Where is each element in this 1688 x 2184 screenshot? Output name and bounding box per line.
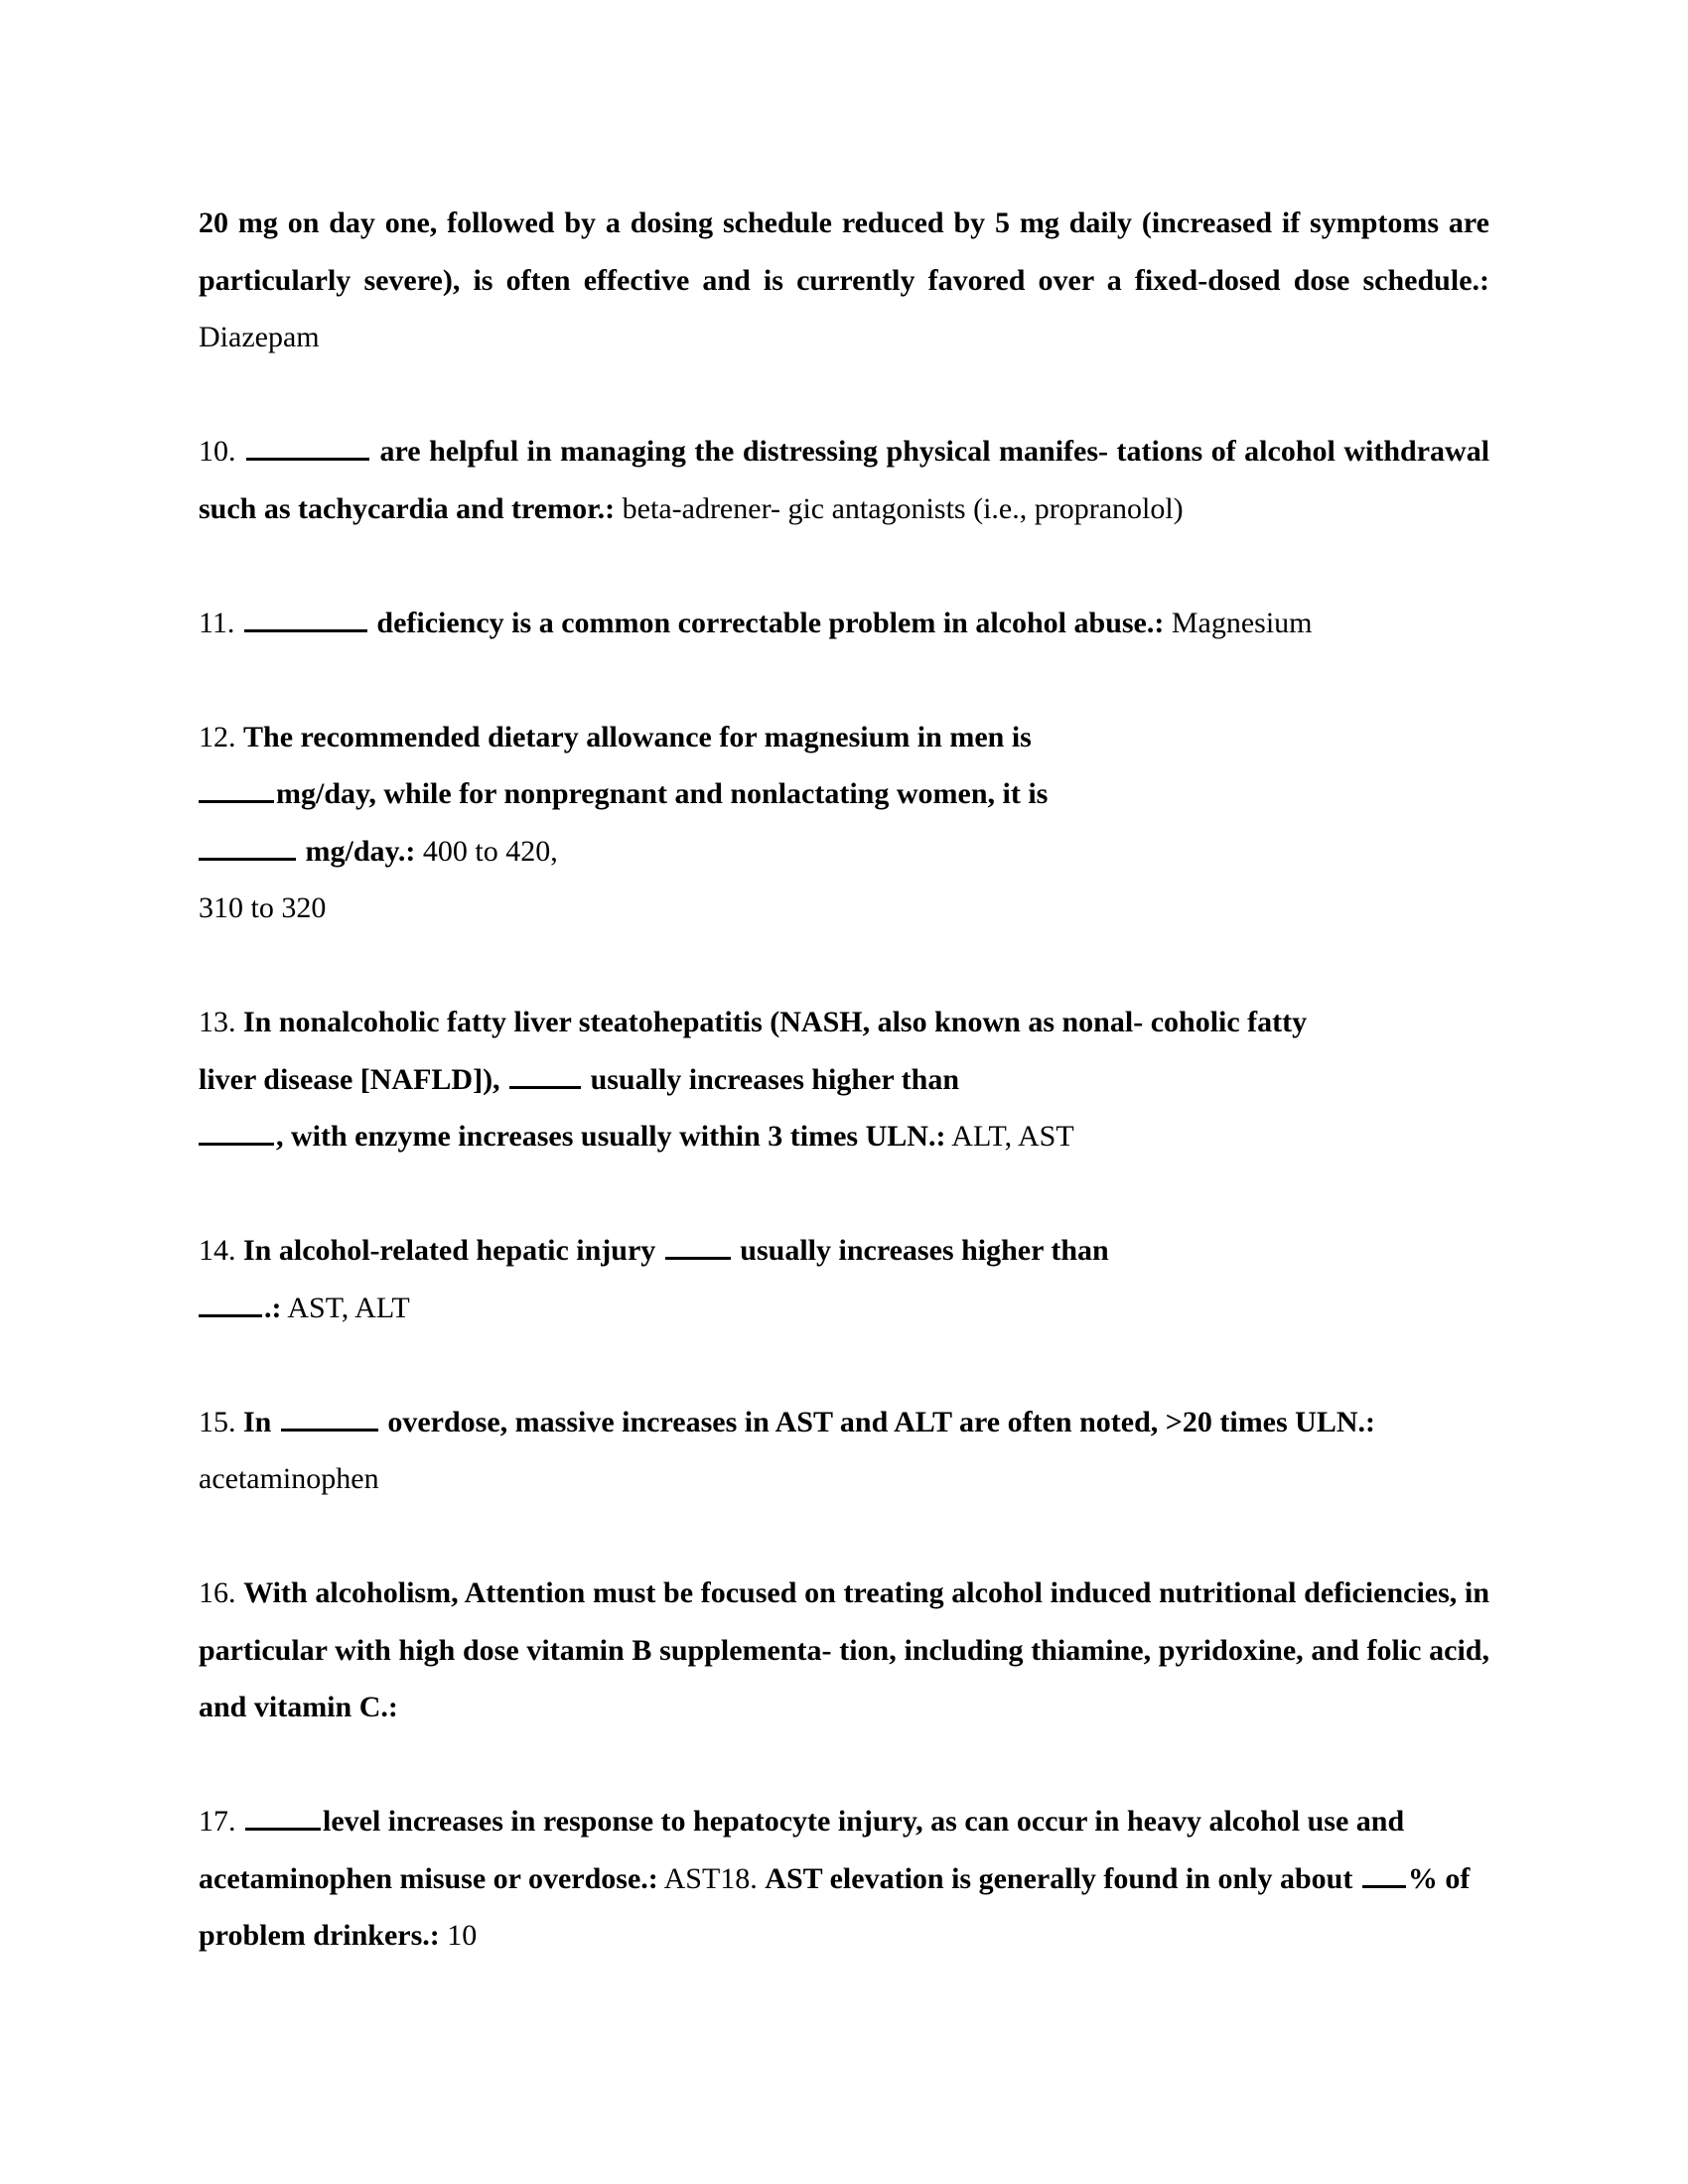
document-page [199, 195, 1489, 2021]
answer-blank [246, 436, 369, 461]
item-number: 16. [199, 1576, 236, 1609]
answer-blank [509, 1064, 581, 1089]
question-text: With alcoholism, Attention must be focused on treating alcohol induced nutritional deficiencies, in particular with high dose vitamin B supplementa- tion, including thiamine, pyridoxine, and folic acid, and vitamin C.: [199, 1576, 1490, 1723]
qa-item-16 [199, 1565, 1489, 1736]
answer-text: AST, ALT [287, 1291, 410, 1324]
answer-blank [199, 778, 274, 803]
answer-text-continued: 310 to 320 [199, 891, 327, 924]
item-number: 12. [199, 720, 236, 753]
item-number: 10. [199, 435, 236, 468]
question-text: In nonalcoholic fatty liver steatohepatitis (NASH, also known as nonal- coholic fatty [243, 1006, 1308, 1038]
answer-blank [1362, 1863, 1406, 1888]
item-number: 11. [199, 606, 235, 639]
answer-text: acetaminophen [199, 1462, 379, 1495]
question-text: , with enzyme increases usually within 3 times ULN.: [276, 1120, 946, 1153]
qa-item-9-continuation [199, 195, 1489, 366]
answer-text: Magnesium [1171, 606, 1313, 639]
question-text: mg/day.: [305, 834, 416, 868]
qa-item-15 [199, 1394, 1489, 1508]
item-number: 17. [199, 1805, 236, 1838]
answer-blank [245, 1806, 321, 1831]
question-text: In alcohol-related hepatic injury [243, 1234, 656, 1267]
answer-text: 10 [447, 1919, 478, 1952]
question-text: deficiency is a common correctable problem in alcohol abuse.: [376, 606, 1165, 639]
qa-item-17-18 [199, 1793, 1489, 1965]
answer-blank [244, 608, 367, 632]
item-number: 14. [199, 1234, 236, 1267]
answer-blank [199, 1121, 274, 1146]
answer-blank [199, 836, 296, 861]
question-text: mg/day, while for nonpregnant and nonlactating women, it is [276, 777, 1049, 810]
question-text: AST elevation is generally found in only about [765, 1861, 1353, 1895]
answer-text: AST [663, 1861, 721, 1895]
qa-item-12 [199, 709, 1489, 937]
question-text: usually increases higher than [590, 1062, 960, 1096]
qa-item-11 [199, 595, 1489, 652]
answer-blank [281, 1407, 378, 1432]
question-text: 20 mg on day one, followed by a dosing schedule reduced by 5 mg daily (increased if symptoms are particularly severe), is often effective and is currently favored over a fixed-dosed dose schedule.: [199, 206, 1489, 297]
item-number: 13. [199, 1006, 236, 1038]
answer-text: beta-adrener- gic antagonists (i.e., propranolol) [622, 491, 1184, 525]
question-text: usually increases higher than [740, 1234, 1109, 1267]
answer-text: Diazepam [199, 321, 320, 353]
qa-item-14 [199, 1222, 1489, 1336]
question-text: are helpful in managing the distressing physical manifes- tations of alcohol withdrawal such as tachycardia and tremor.: [199, 435, 1490, 525]
answer-blank [665, 1235, 731, 1260]
question-text: overdose, massive increases in AST and ALT are often noted, >20 times ULN.: [387, 1405, 1376, 1438]
question-text: In [243, 1405, 272, 1438]
item-number: 18. [720, 1861, 758, 1895]
question-text: The recommended dietary allowance for magnesium in men is [243, 720, 1032, 753]
question-text: level increases in response to hepatocyte injury, as can occur in heavy alcohol use and acetaminophen misuse or overdose.: [199, 1805, 1405, 1895]
question-text: % of problem drinkers.: [199, 1861, 1471, 1952]
question-text: .: [264, 1291, 282, 1324]
answer-text: ALT, AST [951, 1120, 1074, 1153]
qa-item-10 [199, 423, 1489, 537]
answer-text: 400 to 420, [422, 834, 558, 868]
item-number: 15. [199, 1405, 236, 1438]
question-text: liver disease [NAFLD]), [199, 1062, 500, 1096]
answer-blank [199, 1293, 262, 1317]
qa-item-13 [199, 994, 1489, 1165]
